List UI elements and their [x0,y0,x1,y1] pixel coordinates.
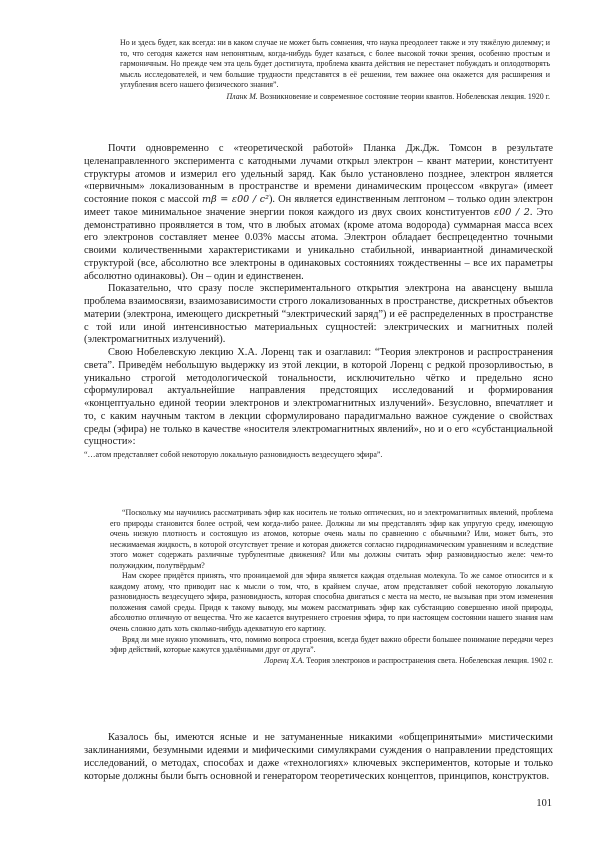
paragraph-interrelation: Показательно, что сразу после экспериментального открытия электрона на авансцену вышла проблема взаимосвязи, взаимозависимости строго локализованных в пространстве, дискретных объектов материи (электрона, имеющего дискретный “электрический заряд”) и её распределенных в пространстве с той или иной интенсивностью материальных сущностей: электрических и магнитных полей (электромагнитных излучений). [84,283,553,346]
rest-mass-formula: mβ = ε00 / c² [202,194,269,205]
main-text [84,143,553,462]
rest-energy-formula: ε00 / 2 [494,206,530,218]
planck-epigraph [120,38,550,103]
atom-ether-quote: “…атом представляет собой некоторую локальную разновидность вездесущего эфира”. [84,450,383,459]
lorentz-quote-p2: Нам скорее придётся принять, что проницаемой для эфира является каждая отдельная молекула. То же самое относится и к каждому атому, что приводит нас к мысли о том, что, в крайнем случае, атом представляет собой некоторую локальную разновидность вездесущего эфира, разновидность, которая способна двигаться с места на место, не вызывая при этом изменения положения самой среды. Придя к такому выводу, мы можем рассматривать эфир как субстанцию совершенно иной природы, абсолютно отличную от вещества. Что же касается внутреннего строения эфира, то при настоящем состоянии нашего знания нам очень сложно дать хоть сколько-нибудь адекватную его картину. [110,571,553,634]
lorentz-source: Теория электронов и распространения света. Нобелевская лекция. 1902 г. [306,655,553,665]
closing-paragraph: Казалось бы, имеются ясные и не затуманенные никакими «общепринятыми» мистическими заклинаниями, безумными идеями и мифическими симулякрами суждения о направлении предстоящих исследований, о методах, способах и даже «технологиях» ключевых экспериментов, которые и только которые должны были быть основной и генератором теоретических концептов, принципов, конструктов. [84,732,553,782]
planck-author: Планк М. [226,91,258,101]
planck-quote-text: Но и здесь будет, как всегда: ни в каком случае не может быть сомнения, что наука преодолеет также и эту тяжёлую дилемму; и то, что сегодня кажется нам непонятным, когда-нибудь будет казаться, с более высокой точки зрения, особенно простым и гармоничным. Но прежде чем эта цель будет достигнута, проблема кванта действия не перестанет побуждать и оплодотворять мысль исследователей, и чем большие трудности представятся в её решении, тем важнее она окажется для расширения и углубления всего нашего физического знания”. [120,38,550,90]
paragraph-electron-part-c: . Это демонстративно проявляется в том, что в любых атомах (кроме атома водорода) суммарная масса всех его электронов составляет менее 0.03% массы атома. Электрон обладает беспрецедентно точными своими количественными характеристиками и уникально стабильной, инвариантной динамической структурой (все, абсолютно все электроны в одинаковых состояниях тождественны – все их параметры абсолютно одинаковы). Он – один и единственен. [84,206,553,282]
lorentz-attribution [110,656,553,667]
paragraph-electron [84,143,553,283]
planck-source: Возникновение и современное состояние теории квантов. Нобелевская лекция. 1920 г. [259,91,550,101]
lorentz-author: Лоренц Х.А. [264,655,305,665]
planck-attribution [120,92,550,103]
paragraph-electron-part-a: Почти одновременно с «теоретической работой» Планка Дж.Дж. Томсон в результате целенаправленного эксперимента с катодными лучами открыл электрон – квант материи, конституент структуры атомов и измерил его удельный заряд. Как было установлено позднее, электрон является «первичным» локализованным в пространстве и времени динамическим процессом «вкруга» (имеет состояние покоя с массой [84,143,553,205]
lorentz-quote-p3: Вряд ли мне нужно упоминать, что, помимо вопроса строения, всегда будет важно обрести большее понимание передачи через эфир действий, которые кажутся удалёнными друг от друга”. [110,634,553,655]
paragraph-electron-part-b: ). Он является единственным лептоном – только один электрон имеет такое минимальное значение энергии покоя каждого из двух своих конституентов [84,194,553,218]
closing-text [84,732,553,784]
page-number: 101 [536,798,552,809]
paragraph-lorentz-intro: Свою Нобелевскую лекцию Х.А. Лоренц так и озаглавил: “Теория электронов и распространения света”. Приведём небольшую выдержку из этой лекции, в которой Лоренц с редкой прозорливостью, в уникально строгой методологической тональности, исключительно чётко и предельно ясно сформулировал актуальнейшие направления предстоящих исследований и формирования «концептуально единой теории электронов и электромагнитных излучений». Безусловно, впечатляет и то, с каким научным тактом в лекции сформулировано парадигмально важное суждение о свойствах среды (эфира) не только в качестве «носителя электромагнитных явлений», но и о его «субстанциальной сущности»: [84,347,553,448]
lorentz-quote [110,508,553,666]
lorentz-quote-p1: “Поскольку мы научились рассматривать эфир как носитель не только оптических, но и электромагнитных явлений, проблема его природы становится более острой, чем когда-либо ранее. Должны ли мы представлять эфир как упругую среду, имеющую очень низкую плотность и состоящую из атомов, которые очень малы по сравнению с обычными? Или, может быть, это несжимаемая жидкость, в которой отсутствует трение и которая движется согласно гидродинамическим уравнениям и вследствие этого может содержать различные турбулентные движения? Или мы должны считать эфир разновидностью желе: чем-то полужидким, полутвёрдым? [110,508,553,570]
